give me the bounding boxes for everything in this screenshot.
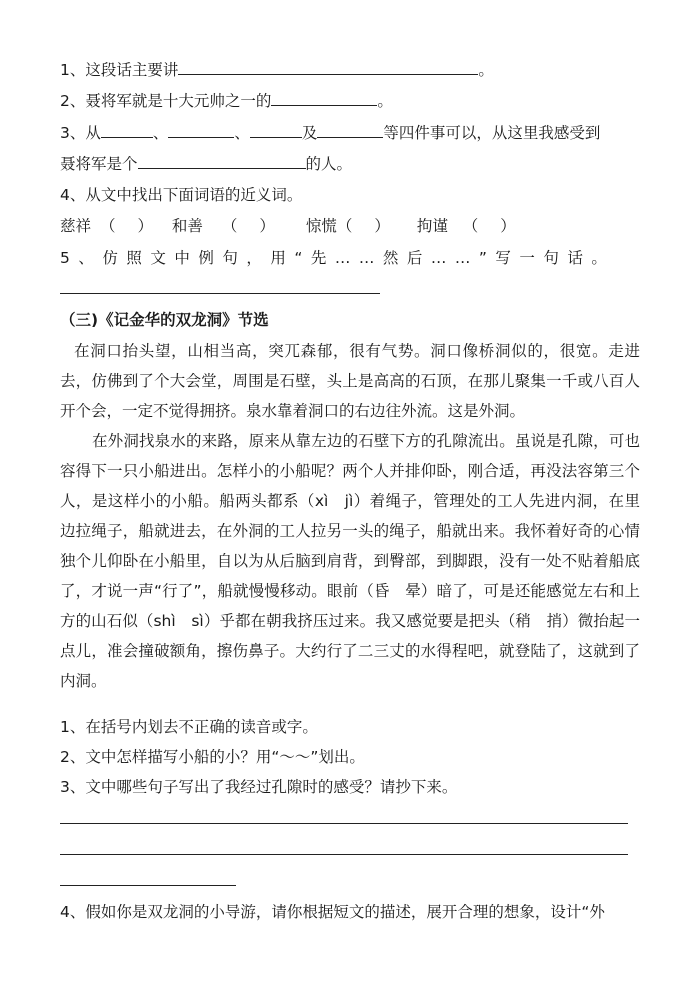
word-jujin: 拘谨	[416, 217, 448, 235]
answer-line[interactable]	[60, 293, 380, 294]
question-4-words	[60, 216, 516, 236]
answer-blank[interactable]	[138, 154, 306, 169]
question-4: 4、从文中找出下面词语的近义词。	[60, 186, 303, 204]
question-1-text: 1、这段话主要讲	[60, 61, 179, 79]
answer-blank[interactable]	[178, 60, 478, 75]
question-3-line2	[60, 154, 352, 174]
s3-question-1: 1、在括号内划去不正确的读音或字。	[60, 718, 318, 736]
paren-open: （	[99, 217, 116, 235]
s3-question-3: 3、文中哪些句子写出了我经过孔隙时的感受？请抄下来。	[60, 778, 458, 796]
question-2	[60, 91, 393, 111]
answer-blank[interactable]	[168, 123, 234, 138]
paren-open: （	[336, 217, 353, 235]
period: 。	[377, 92, 393, 110]
question-3-line2-text: 聂将军是个	[60, 155, 138, 173]
answer-blank[interactable]	[101, 123, 153, 138]
s3-question-2: 2、文中怎样描写小船的小？用“～～”划出。	[60, 748, 365, 766]
section-title: （三)《记金华的双龙洞》节选	[60, 311, 269, 329]
period: 。	[478, 61, 494, 79]
passage	[60, 336, 640, 696]
paren-close: ）	[374, 217, 390, 235]
question-3-line2-suffix: 的人。	[305, 155, 353, 173]
passage-paragraph-2: 在外洞找泉水的来路，原来从靠左边的石壁下方的孔隙流出。虽说是孔隙，可也容得下一只小船进出。怎样小的小船呢？两个人并排仰卧，刚合适，再没法容第三个人，是这样小的小船。船两头都系（xì jì）着绳子，管理处的工人先进内洞，在里边拉绳子，船就进去，在外洞的工人拉另一头的绳子，船就出来。我怀着好奇的心情独个儿仰卧在小船里，自以为从后脑到肩背，到臀部，到脚跟，没有一处不贴着船底了，才说一声“行了”，船就慢慢移动。眼前（昏 晕）暗了，可是还能感觉左右和上方的山石似（shì sì）乎都在朝我挤压过来。我又感觉要是把头（稍 捎）微抬起一点儿，准会撞破额角，擦伤鼻子。大约行了二三丈的水得程吧，就登陆了，这就到了内洞。	[60, 432, 640, 690]
question-5: 5、仿照文中例句，用“先……然后……”写一句话。	[60, 249, 616, 267]
paren-open: （	[221, 217, 238, 235]
word-jinghuang: 惊慌	[305, 217, 337, 235]
answer-blank[interactable]	[317, 123, 383, 138]
conjunction: 及	[301, 124, 318, 142]
question-3-text: 3、从	[60, 124, 101, 142]
passage-paragraph-1: 在洞口抬头望，山相当高，突兀森郁，很有气势。洞口像桥洞似的，很宽。走进去，仿佛到了个大会堂，周围是石壁，头上是高高的石顶，在那儿聚集一千或八百人开个会，一定不觉得拥挤。泉水靠着洞口的右边往外流。这是外洞。	[60, 342, 640, 420]
word-heshan: 和善	[171, 217, 203, 235]
answer-line[interactable]	[60, 885, 236, 886]
answer-line[interactable]	[60, 823, 628, 824]
separator: 、	[152, 124, 169, 142]
s3-question-4: 4、假如你是双龙洞的小导游，请你根据短文的描述，展开合理的想象，设计“外	[60, 903, 605, 921]
paren-close: ）	[500, 217, 516, 235]
paren-close: ）	[137, 217, 153, 235]
question-3	[60, 123, 600, 143]
question-1	[60, 60, 494, 80]
paren-close: ）	[259, 217, 275, 235]
answer-blank[interactable]	[250, 123, 302, 138]
question-2-text: 2、聂将军就是十大元帅之一的	[60, 92, 272, 110]
answer-blank[interactable]	[271, 91, 377, 106]
word-cixiang: 慈祥	[60, 217, 92, 235]
answer-line[interactable]	[60, 854, 628, 855]
separator: 、	[234, 124, 250, 142]
question-3-tail: 等四件事可以，从这里我感受到	[383, 124, 601, 142]
paren-open: （	[462, 217, 479, 235]
